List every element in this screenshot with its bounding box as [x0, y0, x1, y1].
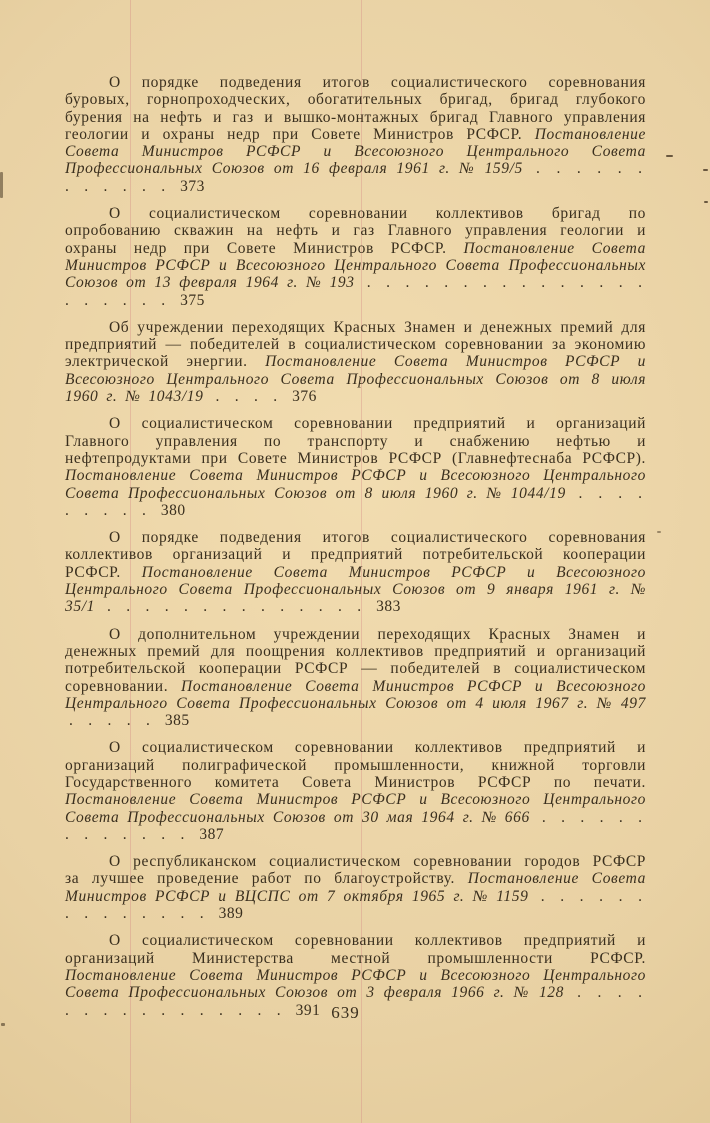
entry-page-number: 373: [180, 177, 205, 195]
entry-source: Постановление Совета Министров РСФСР и Всесоюзного Центрального Совета Профессиональных Союзов от 4 июля 1967 г. № 497: [65, 677, 646, 712]
entry-source: Постановление Совета Министров РСФСР и Всесоюзного Центрального Совета Профессиональных Союзов от 3 февраля 1966 г. № 128: [65, 966, 646, 1002]
entry-source: Постановление Совета Министров РСФСР и Всесоюзного Центрального Совета Профессиональных Союзов от 8 июля 1960 г. № 1043/19: [65, 353, 647, 406]
entry-title: О социалистическом соревновании коллективов предприятий и организаций Министерства местной промышленности РСФСР.: [65, 932, 646, 967]
dot-leader: . . . . . . . . . . . . . .: [65, 887, 647, 923]
entry-source: Постановление Совета Министров РСФСР и Всесоюзного Центрального Совета Профессиональных Союзов от 13 февраля 1964 г. № 193: [65, 239, 646, 292]
entry-page-number: 380: [160, 501, 186, 519]
entry-title: О дополнительном учреждении переходящих Красных Знамен и денежных премий для поощрения коллективов предприятий и организаций потребительской кооперации РСФСР — победителей в социалистическом соревновании.: [65, 625, 646, 695]
entry-title: О социалистическом соревновании коллективов предприятий и организаций полиграфической промышленности, книжной торговли Государственного комитета Совета Министров РСФСР по печати.: [65, 739, 646, 791]
entry-title: О республиканском социалистическом соревновании городов РСФСР за лучшее проведение работ по благоустройству.: [65, 853, 646, 888]
dot-leader: . . . .: [215, 388, 282, 406]
toc-entry-4: [65, 415, 646, 519]
entry-title: Об учреждении переходящих Красных Знамен и денежных премий для предприятий — победителей в социалистическом соревновании за экономию электрической энергии.: [65, 318, 646, 371]
paper-speck: [666, 155, 673, 157]
folio-page-number: 639: [331, 1003, 360, 1022]
entry-source: Постановление Совета Министров РСФСР и Всесоюзного Центрального Совета Профессиональных Союзов от 16 февраля 1961 г. № 159/5: [65, 125, 646, 178]
entry-page-number: 383: [376, 598, 401, 616]
dot-leader: . . . . . . . . . . . . . .: [106, 598, 366, 616]
entry-source: Постановление Совета Министров РСФСР и Всесоюзного Центрального Совета Профессиональных Союзов от 9 января 1961 г. № 35/1: [65, 563, 646, 616]
entry-page-number: 376: [292, 388, 317, 406]
entry-page-number: 375: [180, 291, 205, 309]
entry-source: Постановление Совета Министров РСФСР и Всесоюзного Центрального Совета Профессиональных Союзов от 8 июля 1960 г. № 1044/19: [65, 467, 646, 502]
entry-title: О социалистическом соревновании коллективов бригад по опробованию скважин на нефть и газ Главного управления геологии и охраны недр при Совете Министров РСФСР.: [65, 205, 646, 257]
entry-source: Постановление Совета Министров РСФСР и ВЦСПС от 7 октября 1965 г. № 1159: [65, 870, 646, 905]
toc-entry-8: [65, 853, 646, 922]
dot-leader: . . . . .: [69, 712, 154, 730]
table-of-contents: [65, 74, 646, 1029]
dot-leader: . . . . . . . . .: [65, 484, 647, 519]
toc-entry-2: [65, 205, 646, 309]
dot-leader: . . . . . . . . . . . . .: [65, 808, 646, 843]
entry-title: О порядке подведения итогов социалистического соревнования буровых, горнопроходческих, обогатительных бригад, бригад глубокого бурения на нефть и газ и вышко-монтажных бригад Главного управления геологии и охраны недр при Совете Министров РСФСР.: [65, 74, 646, 143]
entry-title: О порядке подведения итогов социалистического соревнования коллективов организаций и предприятий потребительской кооперации РСФСР.: [65, 529, 646, 581]
toc-entry-5: [65, 529, 646, 615]
paper-speck: [704, 201, 708, 203]
dot-leader: . . . . . . . . . . . .: [65, 160, 647, 195]
dot-leader: . . . . . . . . . . . . . . . . . . . . .: [65, 274, 646, 309]
entry-page-number: 391: [295, 1001, 321, 1019]
toc-entry-1: [65, 74, 646, 195]
entry-page-number: 387: [199, 825, 225, 843]
dot-leader: . . . . . . . . . . . . . . . .: [65, 984, 647, 1019]
entry-page-number: 385: [164, 712, 190, 730]
paper-speck: [703, 169, 708, 171]
entry-page-number: 389: [218, 905, 244, 923]
toc-entry-7: [65, 739, 646, 843]
entry-title: О социалистическом соревновании предприятий и организаций Главного управления по транспорту и снабжению нефтью и нефтепродуктами при Совете Министров РСФСР (Главнефтеснаба РСФСР).: [65, 415, 646, 467]
paper-speck: [657, 531, 661, 533]
paper-speck: [1, 1023, 5, 1026]
entry-source: Постановление Совета Министров РСФСР и Всесоюзного Центрального Совета Профессиональных Союзов от 30 мая 1964 г. № 666: [65, 791, 646, 826]
toc-entry-6: [65, 626, 646, 730]
toc-entry-3: [65, 319, 646, 405]
page-edge-shadow: [0, 172, 3, 198]
